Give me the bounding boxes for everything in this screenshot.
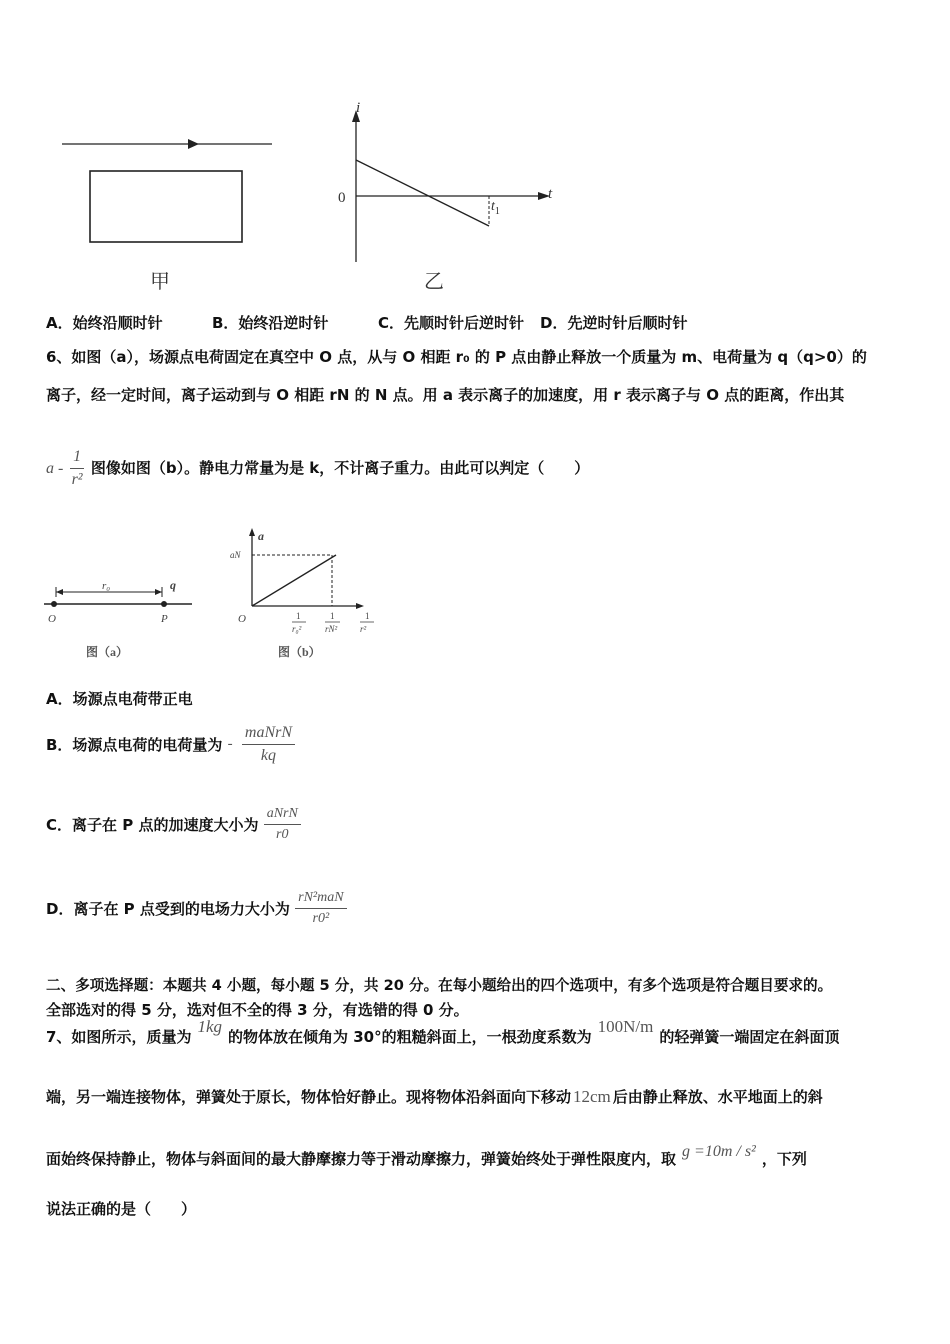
distance-value: 12cm xyxy=(573,1087,611,1106)
q6-option-a: A．场源点电荷带正电 xyxy=(46,690,193,708)
q7-p2a: 端，另一端连接物体，弹簧处于原长，物体恰好静止。现将物体沿斜面向下移动 xyxy=(46,1088,572,1106)
q7-p3a: 面始终保持静止，物体与斜面间的最大静摩擦力等于滑动摩擦力，弹簧始终处于弹性限度内，取 xyxy=(46,1150,677,1168)
q6-option-c-text: C．离子在 P 点的加速度大小为 xyxy=(46,816,259,834)
tick2-den: rN² xyxy=(325,624,338,634)
r0-label: r₀ xyxy=(102,580,111,592)
q5-option-d: D．先逆时针后顺时针 xyxy=(540,314,688,332)
section-2-line-1: 二、多项选择题：本题共 4 小题，每小题 5 分，共 20 分。在每小题给出的四个选项中，有多个选项是符合题目要求的。 xyxy=(46,977,833,994)
q7-p2b: 后由静止释放、水平地面上的斜 xyxy=(612,1088,823,1106)
figure-q6-b xyxy=(220,522,390,667)
gravity-value: g =10m / s² xyxy=(682,1143,756,1160)
q7-line-2 xyxy=(46,1086,823,1107)
label-yi: 乙 xyxy=(424,271,444,293)
r0-arrow-right-icon xyxy=(155,589,162,595)
force-fraction: $\frac{\text{rN²maN}}{\text{r0²}}$ xyxy=(295,890,346,927)
b-a-label: a xyxy=(258,529,264,543)
figure-q6-a xyxy=(30,570,210,670)
t1-label: $t_1$ xyxy=(491,199,500,217)
p-label: P xyxy=(161,613,168,625)
q7-line-1 xyxy=(46,1017,840,1047)
mass-value: 1kg xyxy=(197,1017,222,1036)
accel-fraction: $\frac{\text{aNrN}}{r0}$ xyxy=(264,806,301,843)
q7-line-4: 说法正确的是（ ） xyxy=(46,1200,197,1218)
b-y-arrow-icon xyxy=(249,528,255,536)
axis-num: 1 xyxy=(365,611,370,621)
coil-loop xyxy=(90,171,242,242)
b-data-line xyxy=(252,555,336,606)
origin-label: 0 xyxy=(338,190,346,206)
b-an-label: aN xyxy=(230,550,241,560)
point-p xyxy=(161,601,167,607)
q5-option-b: B．始终沿逆时针 xyxy=(212,314,329,332)
section-2-line-2: 全部选对的得 5 分，选对但不全的得 3 分，有选错的得 0 分。 xyxy=(46,1001,469,1019)
q6-line-3 xyxy=(46,448,589,489)
q6-option-b-text: B．场源点电荷的电荷量为 xyxy=(46,736,223,754)
a-r-prefix: a - xyxy=(46,460,64,477)
tick1-den: r₀² xyxy=(292,624,302,634)
q7-p1c: 的轻弹簧一端固定在斜面顶 xyxy=(659,1028,840,1046)
minus-sign: - xyxy=(227,736,233,752)
tick2-num: 1 xyxy=(330,611,335,621)
q7-p1a: 7、如图所示，质量为 xyxy=(46,1028,192,1046)
o-label: O xyxy=(48,613,56,625)
current-line xyxy=(356,160,489,226)
q7-line-3 xyxy=(46,1143,807,1169)
q6-option-c xyxy=(46,806,301,843)
r0-arrow-left-icon xyxy=(56,589,63,595)
q6-option-d xyxy=(46,890,347,927)
q6-line-1: 6、如图（a），场源点电荷固定在真空中 O 点，从与 O 相距 r₀ 的 P 点由静止释放一个质量为 m、电荷量为 q（q>0）的 xyxy=(46,348,867,366)
q7-p3b: ，下列 xyxy=(761,1150,807,1168)
axis-i-label: i xyxy=(356,100,361,116)
q6-option-b xyxy=(46,724,295,765)
b-origin-label: O xyxy=(238,613,246,625)
wire-arrow-icon xyxy=(188,139,199,149)
q6-line-2: 离子，经一定时间，离子运动到与 O 相距 rN 的 N 点。用 a 表示离子的加速度，用 r 表示离子与 O 点的距离，作出其 xyxy=(46,386,845,404)
spring-k-value: 100N/m xyxy=(597,1017,654,1036)
one-over-r-squared: $\frac{1}{\text{r²}}$ xyxy=(71,448,83,488)
figure-q5 xyxy=(0,90,600,300)
q6-line-3-text: 图像如图（b）。静电力常量为是 k，不计离子重力。由此可以判定（ ） xyxy=(90,459,590,477)
charge-fraction: $\frac{\text{maNrN}}{kq}$ xyxy=(242,724,295,765)
q6-option-d-text: D．离子在 P 点受到的电场力大小为 xyxy=(46,900,290,918)
q5-option-c: C．先顺时针后逆时针 xyxy=(378,314,525,332)
q7-p1b: 的物体放在倾角为 30°的粗糙斜面上，一根劲度系数为 xyxy=(228,1028,592,1046)
axis-t-label: t xyxy=(548,186,553,202)
fig-b-caption: 图（b） xyxy=(278,645,321,659)
fig-a-caption: 图（a） xyxy=(86,645,129,659)
label-jia: 甲 xyxy=(150,271,170,293)
q-label: q xyxy=(170,578,176,592)
point-o xyxy=(51,601,57,607)
b-x-arrow-icon xyxy=(356,603,364,609)
q5-option-a: A．始终沿顺时针 xyxy=(46,314,163,332)
tick1-num: 1 xyxy=(296,611,301,621)
axis-den: r² xyxy=(360,624,367,634)
